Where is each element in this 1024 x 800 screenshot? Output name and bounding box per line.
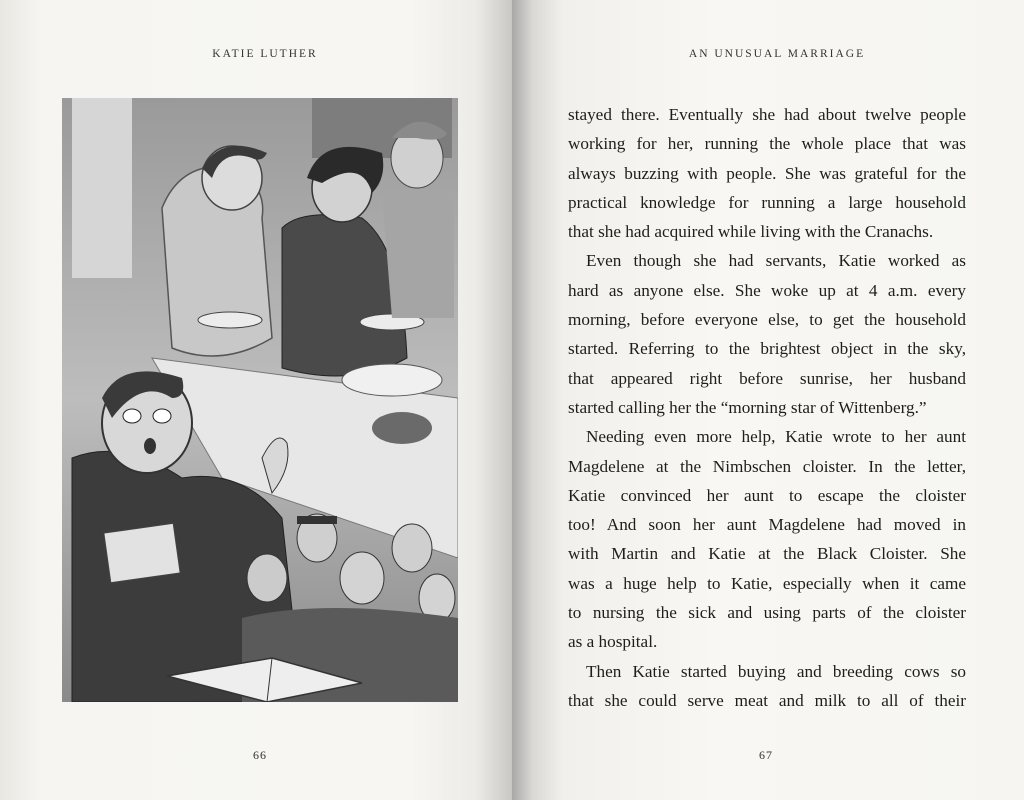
page-number-left: 66 xyxy=(253,748,267,762)
text-line: Then Katie started buying and breeding cows so xyxy=(586,661,966,681)
text-line: was a huge help to Katie, especially when it came xyxy=(568,573,966,593)
text-line: too! And soon her aunt Magdelene had moved in xyxy=(568,515,966,535)
text-line: working for her, running the whole place that was xyxy=(568,134,966,154)
text-line: started. Referring to the brightest object in the sky, xyxy=(568,339,966,359)
text-line: Magdelene at the Nimbschen cloister. In the letter, xyxy=(568,456,966,476)
text-line: that she could serve meat and milk to all of their xyxy=(568,690,966,710)
text-line: Katie convinced her aunt to escape the cloister xyxy=(568,485,966,505)
body-text xyxy=(568,100,966,715)
text-line: always buzzing with people. She was grateful for the xyxy=(568,163,966,183)
running-head-left: KATIE LUTHER xyxy=(212,48,318,60)
text-line: Needing even more help, Katie wrote to her aunt xyxy=(586,427,966,447)
text-line: as a hospital. xyxy=(568,632,658,652)
text-line: that she had acquired while living with the Cranachs. xyxy=(568,222,934,242)
text-line: morning, before everyone else, to get the household xyxy=(568,310,966,330)
text-line: practical knowledge for running a large household xyxy=(568,192,966,212)
page-number-right: 67 xyxy=(759,748,773,762)
text-line: stayed there. Eventually she had about twelve people xyxy=(568,105,966,124)
text-line: started calling her the “morning star of Wittenberg.” xyxy=(568,397,927,417)
text-line: to nursing the sick and using parts of the cloister xyxy=(568,603,966,623)
running-head-right: AN UNUSUAL MARRIAGE xyxy=(688,48,866,60)
text-line: hard as anyone else. She woke up at 4 a.m. every xyxy=(568,280,966,300)
illustration-dinner-scene xyxy=(62,98,458,702)
text-line: Even though she had servants, Katie worked as xyxy=(586,251,966,271)
text-line: that appeared right before sunrise, her husband xyxy=(568,368,966,388)
text-line: with Martin and Katie at the Black Cloister. She xyxy=(568,544,966,564)
